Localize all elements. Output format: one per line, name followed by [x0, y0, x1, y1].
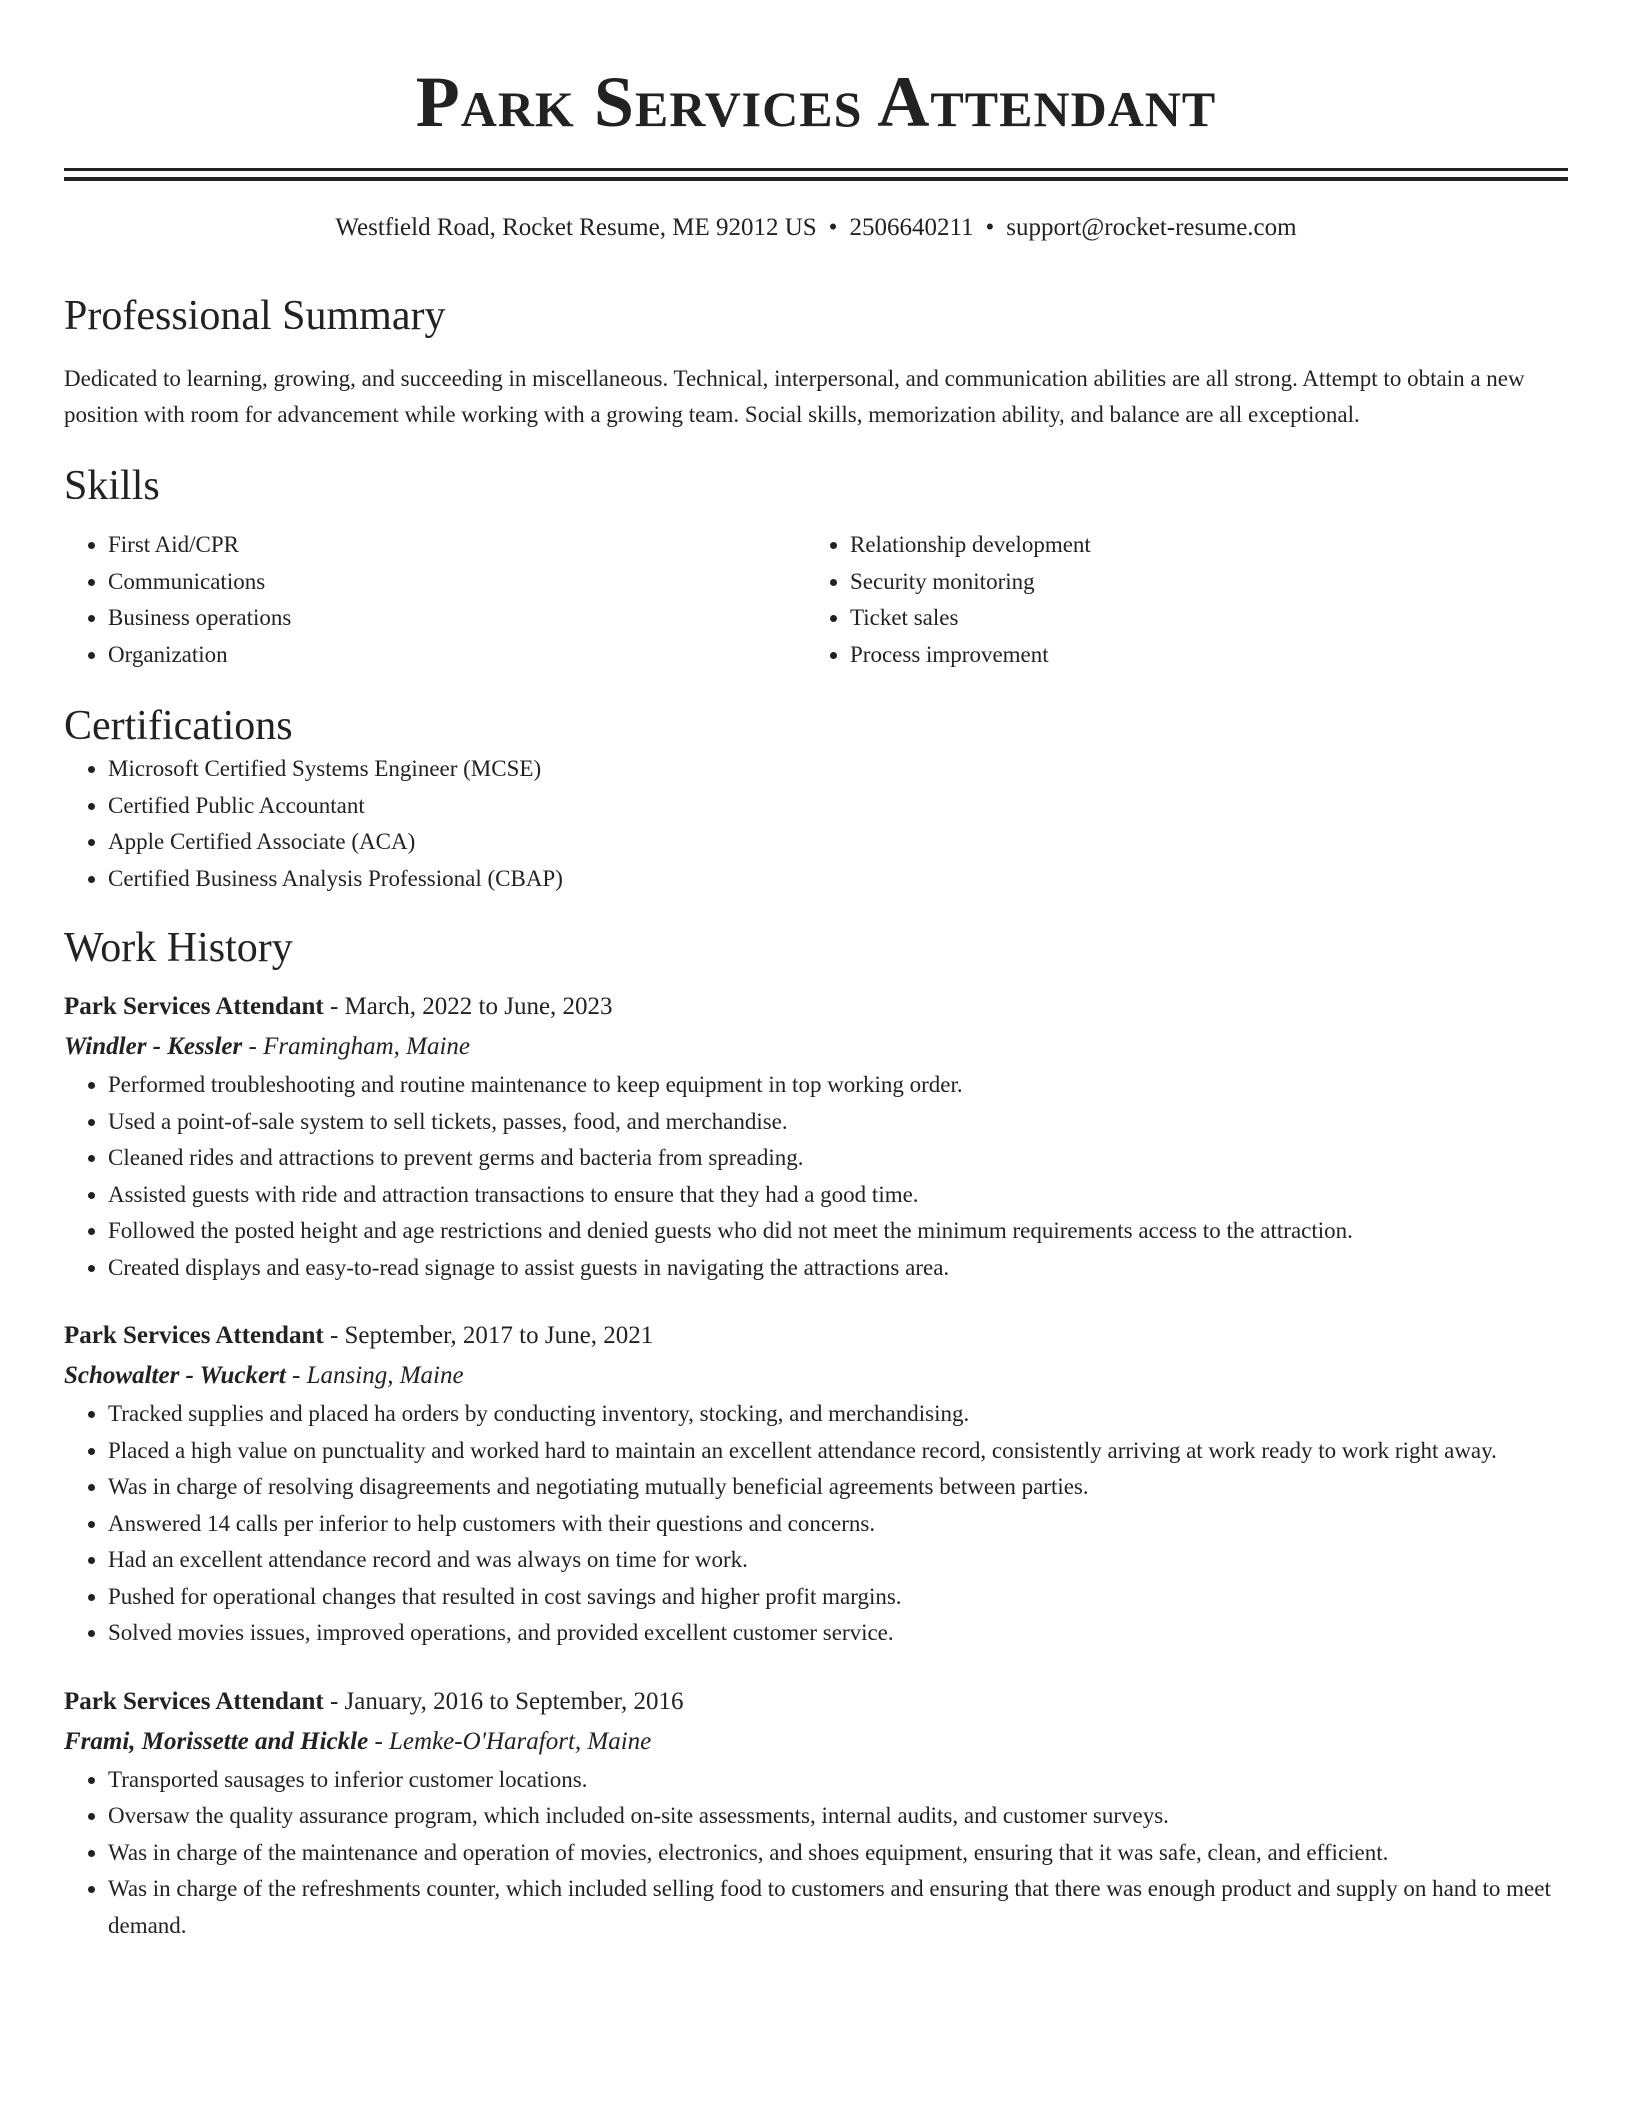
job-duty: • Pushed for operational changes that resulted in cost savings and higher profit margins. — [108, 1579, 1568, 1616]
job-duty: • Was in charge of the maintenance and operation of movies, electronics, and shoes equipment, ensuring that it was safe, clean, and efficient. — [108, 1835, 1568, 1872]
contact-email: support@rocket-resume.com — [1006, 214, 1297, 241]
job-duty: • Answered 14 calls per inferior to help customers with their questions and concerns. — [108, 1506, 1568, 1543]
skill-item: • Security monitoring — [850, 564, 1548, 601]
skill-item: • Ticket sales — [850, 600, 1548, 637]
job-location: - Lemke-O'Harafort, Maine — [374, 1727, 652, 1755]
contact-line — [64, 213, 1568, 243]
job-entry — [64, 987, 1568, 1286]
skills-list-right — [806, 527, 1548, 673]
job-company: Schowalter - Wuckert — [64, 1362, 286, 1389]
job-duties-list — [64, 1396, 1568, 1652]
job-dates: - January, 2016 to September, 2016 — [329, 1687, 684, 1715]
job-duty: • Used a point-of-sale system to sell tickets, passes, food, and merchandise. — [108, 1104, 1568, 1141]
section-title-work-history: Work History — [64, 925, 293, 971]
contact-phone: 2506640211 — [849, 214, 974, 241]
job-employer — [64, 1027, 1568, 1067]
job-duty: • Tracked supplies and placed ha orders by conducting inventory, stocking, and merchandising. — [108, 1396, 1568, 1433]
job-duty: • Assisted guests with ride and attraction transactions to ensure that they had a good time. — [108, 1177, 1568, 1214]
job-dates: - March, 2022 to June, 2023 — [329, 993, 613, 1020]
contact-separator: • — [985, 214, 995, 241]
job-duties-list — [64, 1762, 1568, 1945]
skill-item: • Business operations — [108, 600, 806, 637]
job-duty: • Cleaned rides and attractions to prevent germs and bacteria from spreading. — [108, 1140, 1568, 1177]
skills-column-right — [806, 527, 1548, 673]
job-location: - Lansing, Maine — [292, 1362, 464, 1389]
job-duty: • Oversaw the quality assurance program, which included on-site assessments, internal audits, and customer surveys. — [108, 1798, 1568, 1835]
contact-address: Westfield Road, Rocket Resume, ME 92012 US — [335, 214, 817, 241]
certification-item: • Certified Public Accountant — [108, 788, 1568, 825]
job-duty: • Created displays and easy-to-read signage to assist guests in navigating the attractions area. — [108, 1250, 1568, 1287]
header-rule-bottom — [64, 177, 1568, 181]
skills-column-left — [64, 527, 806, 673]
skill-item: • Organization — [108, 637, 806, 674]
certifications-list — [64, 751, 1568, 897]
job-heading — [64, 1682, 1568, 1722]
skill-item: • First Aid/CPR — [108, 527, 806, 564]
job-duty: • Transported sausages to inferior customer locations. — [108, 1762, 1568, 1799]
skill-item: • Process improvement — [850, 637, 1548, 674]
job-title: Park Services Attendant — [64, 993, 324, 1020]
section-title-certifications: Certifications — [64, 703, 293, 749]
job-employer — [64, 1722, 1568, 1762]
candidate-name: Park Services Attendant — [415, 62, 1217, 142]
certification-item: • Certified Business Analysis Professional (CBAP) — [108, 861, 1568, 898]
job-duty: • Followed the posted height and age restrictions and denied guests who did not meet the minimum requirements access to the attraction. — [108, 1213, 1568, 1250]
job-employer — [64, 1356, 1568, 1396]
certification-item: • Microsoft Certified Systems Engineer (MCSE) — [108, 751, 1568, 788]
contact-separator: • — [828, 214, 838, 241]
job-duty: • Had an excellent attendance record and was always on time for work. — [108, 1542, 1568, 1579]
job-entry — [64, 1682, 1568, 1945]
job-duties-list — [64, 1067, 1568, 1286]
job-title: Park Services Attendant — [64, 1322, 324, 1349]
job-company: Frami, Morissette and Hickle — [64, 1727, 369, 1755]
job-duty: • Was in charge of resolving disagreements and negotiating mutually beneficial agreements between parties. — [108, 1469, 1568, 1506]
job-duty: • Placed a high value on punctuality and worked hard to maintain an excellent attendance record, consistently arriving at work ready to work right away. — [108, 1433, 1568, 1470]
job-duty: • Solved movies issues, improved operations, and provided excellent customer service. — [108, 1615, 1568, 1652]
section-title-skills: Skills — [64, 463, 160, 509]
job-duty: • Performed troubleshooting and routine maintenance to keep equipment in top working order. — [108, 1067, 1568, 1104]
job-location: - Framingham, Maine — [248, 1033, 470, 1060]
job-duty: • Was in charge of the refreshments counter, which included selling food to customers and ensuring that there was enough product and supply on hand to meet demand. — [108, 1871, 1568, 1944]
job-entry — [64, 1316, 1568, 1652]
job-dates: - September, 2017 to June, 2021 — [329, 1322, 654, 1349]
job-title: Park Services Attendant — [64, 1687, 324, 1715]
summary-text: Dedicated to learning, growing, and succeeding in miscellaneous. Technical, interpersonal, and communication abilities are all strong. Attempt to obtain a new position with room for advancement while working with a growing team. Social skills, memorization ability, and balance are all exceptional. — [64, 366, 1525, 427]
skills-list-left — [64, 527, 806, 673]
job-company: Windler - Kessler — [64, 1033, 243, 1060]
skill-item: • Relationship development — [850, 527, 1548, 564]
certification-item: • Apple Certified Associate (ACA) — [108, 824, 1568, 861]
skills-grid — [64, 527, 1568, 673]
header-rule-top — [64, 168, 1568, 171]
section-title-summary: Professional Summary — [64, 293, 446, 339]
job-heading — [64, 1316, 1568, 1356]
skill-item: • Communications — [108, 564, 806, 601]
job-heading — [64, 987, 1568, 1027]
